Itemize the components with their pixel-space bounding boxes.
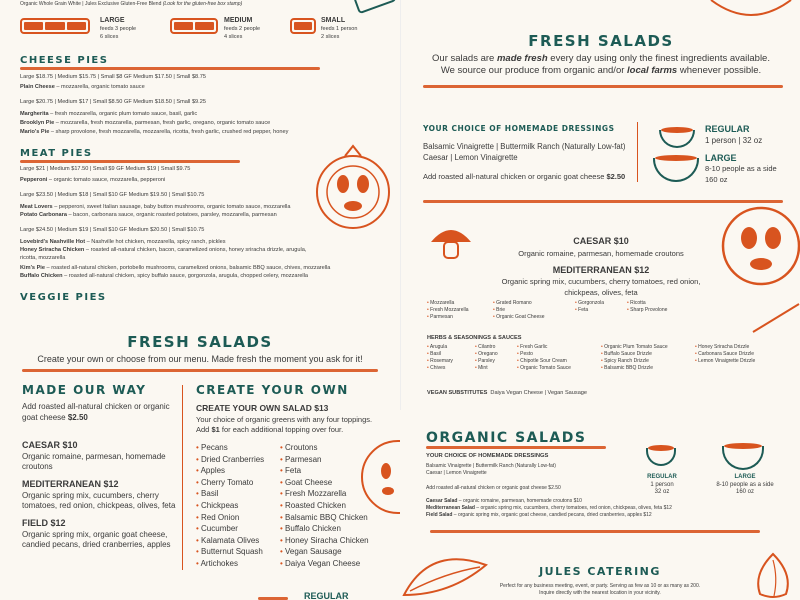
addon-note: Add roasted all-natural chicken or organic goat cheese $2.50 bbox=[423, 172, 626, 181]
create-salad-price: CREATE YOUR OWN SALAD $13 bbox=[196, 403, 329, 413]
create-your-own-title: CREATE YOUR OWN bbox=[196, 383, 349, 397]
made-addon: Add roasted all-natural chicken or organic goat cheese $2.50 bbox=[22, 402, 170, 422]
catering-desc: Perfect for any business meeting, event, or party. Serving as few as 10 or as many as 200. Inquire directly with the nearest location in your vicinity. bbox=[499, 583, 701, 596]
size-large-label: LARGE bbox=[100, 17, 125, 24]
tomato-icon bbox=[305, 140, 395, 235]
veggie-pies-title: VEGGIE PIES bbox=[20, 292, 107, 303]
cheese-price-1: Large $18.75 | Medium $15.75 | Small $8 GF Medium $17.50 | Small $8.75 bbox=[20, 74, 206, 80]
salads-subtitle: Create your own or choose from our menu. Made fresh the moment you ask for it! bbox=[37, 354, 363, 364]
bowl-regular-icon bbox=[659, 130, 695, 148]
menu-item: Caesar Salad – organic romaine, parmesan, homemade croutons $10 bbox=[426, 498, 582, 504]
menu-item: Pepperoni – organic tomato sauce, mozzarella, pepperoni bbox=[20, 177, 166, 183]
menu-item: Field Salad – organic spring mix, organic goat cheese, candied pecans, dried cranberries, apples $12 bbox=[426, 512, 652, 518]
regular-label: REGULAR bbox=[647, 474, 677, 480]
meat-price-1: Large $21 | Medium $17.50 | Small $9 GF Medium $19 | Small $9.75 bbox=[20, 166, 191, 172]
size-large bbox=[20, 18, 90, 34]
menu-item: Brooklyn Pie – mozzarella, fresh mozzarella, parmesan, fresh garlic, oregano, organic tomato sauce bbox=[20, 120, 271, 126]
dressings-title: YOUR CHOICE OF HOMEMADE DRESSINGS bbox=[423, 124, 615, 133]
cheese-price-2: Large $20.75 | Medium $17 | Small $8.50 GF Medium $18.50 | Small $9.25 bbox=[20, 99, 206, 105]
size-medium-label: MEDIUM bbox=[224, 17, 253, 24]
meat-price-3: Large $24.50 | Medium $19 | Small $10 GF Medium $20.50 | Small $10.75 bbox=[20, 227, 205, 233]
bowl-large-icon bbox=[653, 158, 699, 182]
field-item: FIELD $12 Organic spring mix, organic goat cheese, candied pecans, dried cranberries, apples bbox=[22, 518, 171, 549]
meat-pies-title: MEAT PIES bbox=[20, 148, 93, 159]
toppings-list: • Pecans • Dried Cranberries • Apples • Cherry Tomato • Basil • Chickpeas • Red Onion • Cucumber • Kalamata Olives • Butternut Squash • Artichokes • Croutons • Parmesan • Feta • Goat Cheese • Fresh Mozzarella • Roasted Chicken • Balsamic BBQ Chicken • Buffalo Chicken • Honey Siracha Chicken • Vegan Sausage • Daiya Vegan Cheese bbox=[196, 442, 376, 570]
size-medium bbox=[170, 18, 218, 34]
menu-item: Lovebird's Nashville Hot – Nashville hot chicken, mozzarella, spicy ranch, pickles bbox=[20, 239, 226, 245]
size-small bbox=[290, 18, 316, 34]
divider bbox=[20, 160, 240, 163]
regular-label: REGULAR bbox=[304, 591, 349, 600]
menu-item: Plain Cheese – mozzarella, organic tomato sauce bbox=[20, 84, 145, 90]
made-our-way-title: MADE OUR WAY bbox=[22, 383, 147, 397]
bowl-large-icon bbox=[722, 446, 764, 470]
menu-item: Potato Carbonara – bacon, carbonara sauce, organic roasted potatoes, parsley, mozzarella, parmesan bbox=[20, 212, 277, 218]
divider bbox=[20, 67, 320, 70]
mediterranean-item: MEDITERRANEAN $12 Organic spring mix, cucumbers, cherry tomatoes, red onion, chickpeas, olives, feta bbox=[22, 479, 176, 510]
dressings-title: YOUR CHOICE OF HOMEMADE DRESSINGS bbox=[426, 453, 549, 459]
fresh-salads-panel-top: FRESH SALADS Our salads are made fresh every day using only the finest ingredients available. We source our produce from organic and/or local farms whenever possible. YOUR CHOICE OF HOMEMADE DRESSINGS Balsamic Vinaigrette | Buttermilk Ranch (Naturally Low-fat) Caesar | Lemon Vinaigrette Add roasted all-natural chicken or organic goat cheese $2.50 REGULAR 1 person | 32 oz LARGE 8-10 people as a side 160 oz CAESAR $10 Organic romaine, parmesan, homemade croutons MEDITERRANEAN $12 Organic spring mix, cucumbers, cherry tomatoes, red onion, chickpeas, olives, feta • Mozzarella • Fresh Mozzarella • Parmesan • Grated Romano • Brie • Organic Goat Cheese • Gorgonzola • Feta • Ricotta • Sharp Provolone HERBS & SEASONINGS & SAUCES • Arugula • Basil • Rosemary • Chives • Cilantro • Oregano • Parsley • Mint • Fresh Garlic • Pesto • Chipotle Sour Cream • Organic Tomato Sauce • Organic Plum Tomato Sauce • Buffalo Sauce Drizzle • Spicy Ranch Drizzle • Balsamic BBQ Drizzle • Honey Sriracha Drizzle • Carbonara Sauce Drizzle • Lemon Vinaigrette Drizzle VEGAN SUBSTITUTES Daiya Vegan Cheese | Vegan Sausage bbox=[400, 0, 800, 410]
menu-item: Kim's Pie – roasted all-natural chicken, portobello mushrooms, caramelized onions, balsamic BBQ sauce, chives, mozzarella bbox=[20, 265, 331, 271]
organic-salads-title: ORGANIC SALADS bbox=[426, 430, 587, 446]
tomato-icon bbox=[713, 196, 800, 296]
knife-icon bbox=[751, 300, 800, 334]
divider bbox=[423, 85, 783, 88]
garlic-icon bbox=[748, 550, 798, 600]
mediterranean-item: MEDITERRANEAN $12 Organic spring mix, cucumbers, cherry tomatoes, red onion, chickpeas, olives, feta bbox=[501, 265, 701, 297]
section-title: FRESH SALADS bbox=[127, 333, 273, 351]
herbs-list: • Arugula • Basil • Rosemary • Chives • Cilantro • Oregano • Parsley • Mint • Fresh Garlic • Pesto • Chipotle Sour Cream • Organic Tomato Sauce • Organic Plum Tomato Sauce • Buffalo Sauce Drizzle • Spicy Ranch Drizzle • Balsamic BBQ Drizzle • Honey Sriracha Drizzle • Carbonara Sauce Drizzle • Lemon Vinaigrette Drizzle bbox=[427, 344, 787, 372]
menu-item: Meat Lovers – pepperoni, sweet Italian sausage, baby button mushrooms, organic tomato sauce, mozzarella bbox=[20, 204, 291, 210]
salads-intro: Our salads are made fresh every day using only the finest ingredients available. We source our produce from organic and/or local farms whenever possible. bbox=[432, 53, 770, 76]
regular-label: REGULAR bbox=[705, 124, 750, 134]
organic-items bbox=[426, 498, 746, 519]
create-desc: Your choice of organic greens with any four toppings. Add $1 for each additional topping over four. bbox=[196, 415, 373, 434]
catering-title: JULES CATERING bbox=[539, 565, 661, 578]
menu-item: Mario's Pie – sharp provolone, fresh mozzarella, mozzarella, ricotta, fresh garlic, crushed red pepper, honey bbox=[20, 129, 289, 135]
addon-note: Add roasted all-natural chicken or organic goat cheese $2.50 bbox=[426, 485, 561, 491]
herbs-title: HERBS & SEASONINGS & SAUCES bbox=[427, 335, 522, 341]
large-label: LARGE bbox=[734, 474, 756, 480]
pizza-menu-panel: Organic Whole Grain White | Jules Exclusive Gluten-Free Blend (Look for the gluten-free box stamp) LARGE feeds 3 people 6 slices MEDIUM feeds 2 people 4 slices SMALL feeds 1 person 2 slices CHEESE PIES Large $18.75 | Medium $15.75 | Small $8 GF Medium $17.50 | Small $8.75 Plain Cheese – mozzarella, organic tomato sauce Large $20.75 | Medium $17 | Small $8.50 GF Medium $18.50 | Small $9.25 Margherita – fresh mozzarella, organic plum tomato sauce, basil, garlic Brooklyn Pie – mozzarella, fresh mozzarella, parmesan, fresh garlic, oregano, organic tomato sauce Mario's Pie – sharp provolone, fresh mozzarella, mozzarella, ricotta, fresh garlic, crushed red pepper, honey MEAT PIES Large $21 | Medium $17.50 | Small $9 GF Medium $19 | Small $9.75 Pepperoni – organic tomato sauce, mozzarella, pepperoni Large $23.50 | Medium $18 | Small $10 GF Medium $19.50 | Small $10.75 Meat Lovers – pepperoni, sweet Italian sausage, baby button mushrooms, organic tomato sauce, mozzarella Potato Carbonara – bacon, carbonara sauce, organic roasted potatoes, parsley, mozzarella, parmesan Large $24.50 | Medium $19 | Small $10 GF Medium $20.50 | Small $10.75 Lovebird's Nashville Hot – Nashville hot chicken, mozzarella, spicy ranch, pickles Honey Sriracha Chicken – roasted all-natural chicken, bacon, caramelized onions, honey sriracha drizzle, arugula, ricotta, mozzarella Kim's Pie – roasted all-natural chicken, portobello mushrooms, caramelized onions, balsamic BBQ sauce, chives, mozzarella Buffalo Chicken – roasted all-natural chicken, spicy buffalo sauce, gorgonzola, arugula, chopped celery, mozzarella VEGGIE PIES bbox=[0, 0, 396, 303]
menu-item: Mediterranean Salad – organic spring mix, cucumbers, cherry tomatoes, red onion, chickpeas, olives, feta $12 bbox=[426, 505, 672, 511]
cheese-list: • Mozzarella • Fresh Mozzarella • Parmesan • Grated Romano • Brie • Organic Goat Cheese • Gorgonzola • Feta • Ricotta • Sharp Provolone bbox=[427, 300, 737, 321]
pizza-box-large-icon bbox=[20, 18, 90, 34]
menu-item: Honey Sriracha Chicken – roasted all-natural chicken, bacon, caramelized onions, honey sriracha drizzle, arugula, ricotta, mozzarella bbox=[20, 247, 307, 261]
tomato-icon bbox=[358, 431, 400, 521]
divider bbox=[22, 369, 378, 372]
cheese-pies-title: CHEESE PIES bbox=[20, 55, 109, 66]
divider bbox=[637, 122, 638, 182]
large-label: LARGE bbox=[705, 153, 737, 163]
menu-item: Buffalo Chicken – roasted all-natural chicken, spicy buffalo sauce, gorgonzola, arugula, chopped celery, mozzarella bbox=[20, 273, 309, 279]
caesar-item: CAESAR $10 Organic romaine, parmesan, homemade croutons bbox=[518, 236, 684, 258]
divider bbox=[430, 530, 760, 533]
menu-item: Margherita – fresh mozzarella, organic plum tomato sauce, basil, garlic bbox=[20, 111, 198, 117]
size-small-label: SMALL bbox=[321, 17, 346, 24]
meat-price-2: Large $23.50 | Medium $18 | Small $10 GF Medium $19.50 | Small $10.75 bbox=[20, 192, 205, 198]
caesar-item: CAESAR $10 Organic romaine, parmesan, homemade croutons bbox=[22, 440, 166, 471]
decor-leaf-icon bbox=[701, 0, 800, 25]
dressings-list: Balsamic Vinaigrette | Buttermilk Ranch (Naturally Low-fat) Caesar | Lemon Vinaigrette bbox=[426, 463, 556, 476]
pizza-box-medium-icon bbox=[170, 18, 218, 34]
dressings-list: Balsamic Vinaigrette | Buttermilk Ranch (Naturally Low-fat) Caesar | Lemon Vinaigrette bbox=[423, 142, 626, 162]
fresh-salads-panel-bottom bbox=[0, 303, 400, 600]
organic-salads-panel: ORGANIC SALADS YOUR CHOICE OF HOMEMADE DRESSINGS Balsamic Vinaigrette | Buttermilk Ranch (Naturally Low-fat) Caesar | Lemon Vinaigrette Add roasted all-natural chicken or organic goat cheese $2.50 Caesar Salad – organic romaine, parmesan, homemade croutons $10 Mediterranean Salad – organic spring mix, cucumbers, cherry tomatoes, red onion, chickpeas, olives, feta $12 Field Salad – organic spring mix, organic goat cheese, candied pecans, dried cranberries, apples $12 REGULAR 1 person 32 oz LARGE 8-10 people as a side 160 oz JULES CATERING Perfect for any business meeting, event, or party. Serving as few as 10 or as many as 200. Inquire directly with the nearest location in your vicinity. bbox=[400, 410, 800, 600]
vegan-substitutes: VEGAN SUBSTITUTES Daiya Vegan Cheese | Vegan Sausage bbox=[427, 390, 588, 396]
divider bbox=[426, 446, 606, 449]
crust-note: Organic Whole Grain White | Jules Exclusive Gluten-Free Blend (Look for the gluten-free box stamp) bbox=[20, 1, 243, 7]
divider bbox=[182, 385, 183, 570]
section-title: FRESH SALADS bbox=[528, 32, 674, 50]
pizza-box-small-icon bbox=[290, 18, 316, 34]
